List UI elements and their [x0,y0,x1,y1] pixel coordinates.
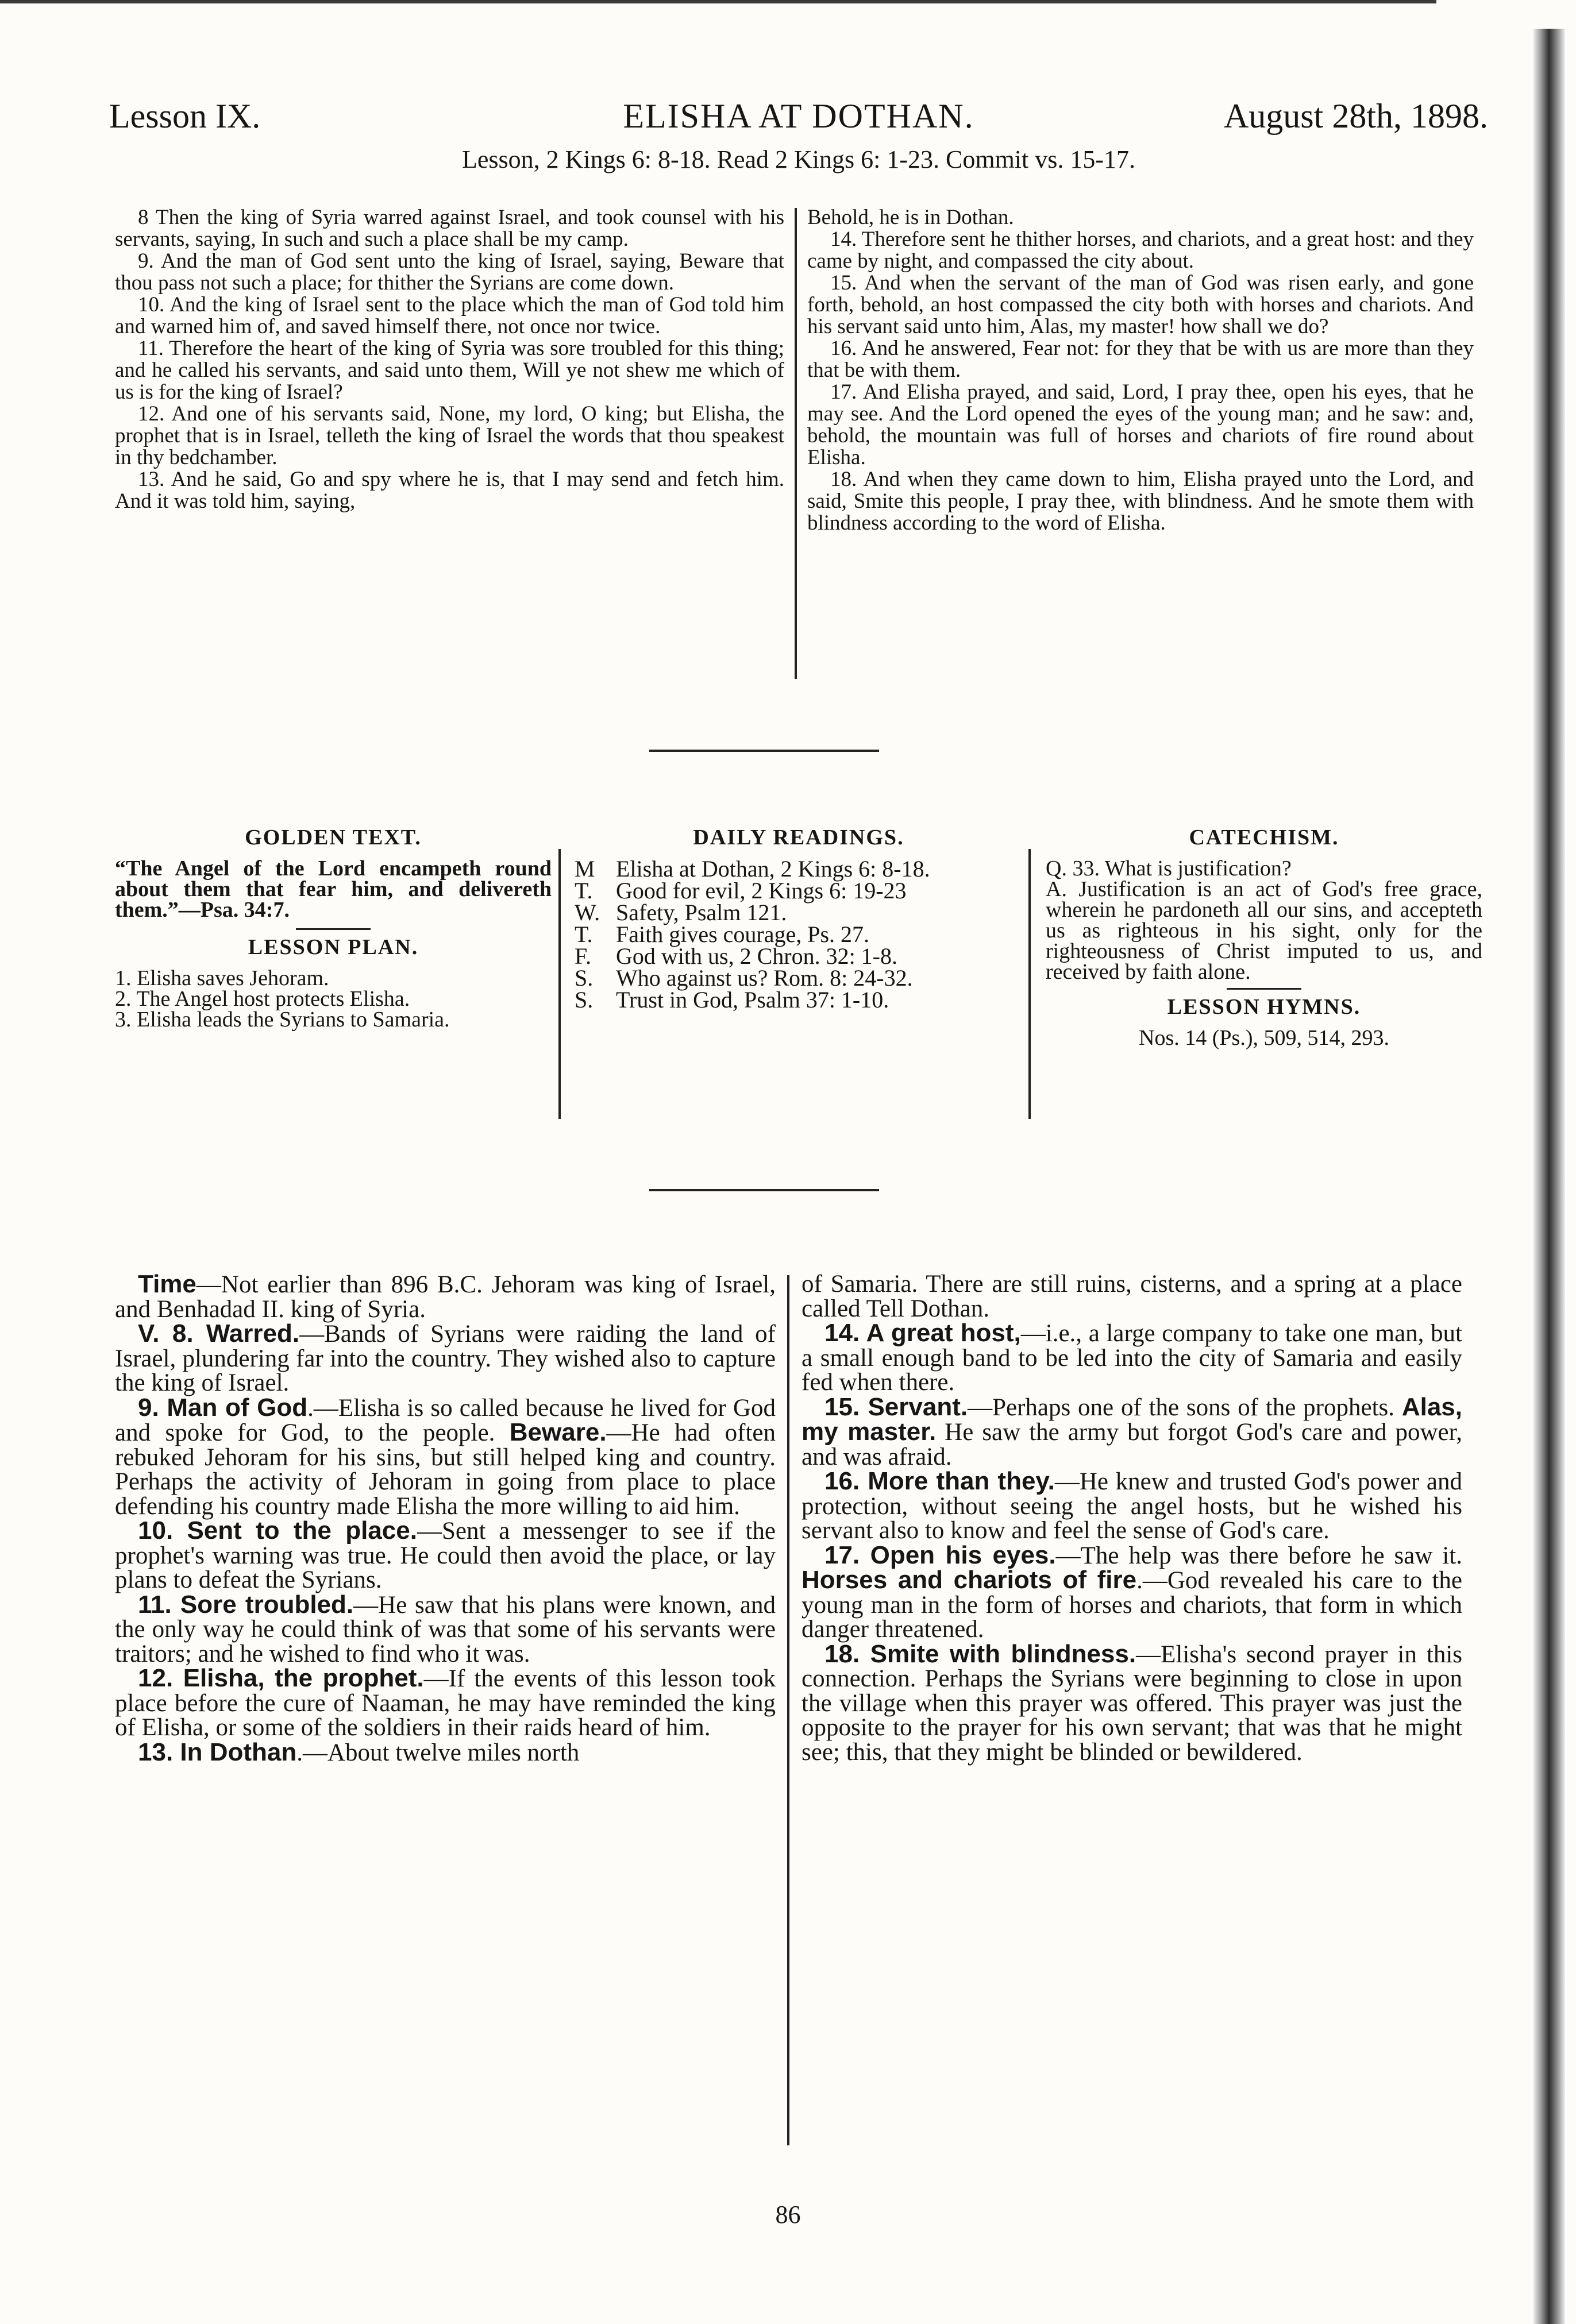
verse: 11. Therefore the heart of the king of Syria was sore troubled for this thing; and he called his servants, and said unto them, Will ye not shew me which of us is for the king of Israel? [115,337,784,404]
note-text: —Elisha's second prayer in this connection. Perhaps the Syrians were beginning to close in upon the village when this prayer was offered. This prayer was just the opposite to the prayer for his own servant; that was that he might see; this, that they might be blinded or bewildered. [802,1640,1463,1766]
reading-day: S. [575,987,594,1013]
reading-text: Faith gives courage, Ps. 27. [616,921,870,947]
verse: 15. And when the servant of the man of God was risen early, and gone forth, behold, an host compassed the city both with horses and chariots. And his servant said unto him, Alas, my master! how shall we do? [807,271,1474,338]
note-text: —He knew and trusted God's power and protection, without seeing the angel hosts, but he wished his servant also to know and feel the sense of God's care. [802,1468,1462,1544]
note-paragraph [802,1543,1462,1642]
page-number: 86 [775,2201,801,2229]
reading-text: Safety, Psalm 121. [616,900,787,925]
golden-text-block [115,827,552,1030]
note-text: —If the events of this lesson took place before the cure of Naaman, he may have reminded the king of Elisha, or some of the soldiers in their raids heard of him. [115,1665,776,1741]
table-row [575,967,930,989]
note-paragraph [115,1272,776,1322]
note-keyword: Beware. [509,1418,607,1446]
note-keyword: 9. Man of God [138,1393,308,1422]
verse: 14. Therefore sent he thither horses, and chariots, and a great host: and they came by night, and compassed the city about. [807,227,1474,273]
list-item: 1. Elisha saves Jehoram. [115,966,329,990]
note-keyword: 18. Smite with blindness. [824,1639,1136,1668]
note-keyword: 11. Sore troubled. [138,1590,354,1619]
reading-text: Good for evil, 2 Kings 6: 19-23 [616,878,907,904]
readings-divider-right [1028,849,1031,1119]
note-paragraph [115,1590,776,1667]
table-row [575,902,930,924]
verse: 18. And when they came down to him, Elisha prayed unto the Lord, and said, Smite this people, I pray thee, with blindness. And he smote them with blindness according to the word of Elisha. [807,468,1474,535]
note-keyword: 16. More than they. [824,1467,1055,1495]
daily-readings-table [575,858,930,1011]
note-text: He saw the army but forgot God's care and power, and was afraid. [802,1419,1462,1470]
verse: 17. And Elisha prayed, and said, Lord, I pray thee, open his eyes, that he may see. And the Lord opened the eyes of the young man; and he saw: and, behold, the mountain was full of horses and chariots of fire round about Elisha. [807,380,1474,469]
table-row [575,858,930,880]
reading-day: T. [575,878,593,904]
verse: 12. And one of his servants said, None, my lord, O king; but Elisha, the prophet that is in Israel, telleth the king of Israel the words that thou speakest in thy bedchamber. [115,402,784,469]
note-text: —i.e., a large company to take one man, but a small enough band to be led into the city of Samaria and easily fed when there. [802,1320,1463,1396]
reading-day: W. [575,900,600,925]
note-text: —Not earlier than 896 B.C. Jehoram was king of Israel, and Benhadad II. king of Syria. [115,1271,776,1323]
reading-day: F. [575,943,592,969]
note-keyword: 12. Elisha, the prophet. [138,1664,424,1692]
lesson-title: ELISHA AT DOTHAN. [623,97,974,135]
reading-day: T. [575,921,593,947]
golden-text-heading: GOLDEN TEXT. [245,825,422,850]
catechism-question: Q. 33. What is justification? [1046,856,1292,881]
plan-rule [296,928,371,930]
note-paragraph [115,1319,776,1396]
note-keyword: Time [138,1270,196,1298]
scripture-right-column [807,207,1474,534]
lesson-number: Lesson IX. [109,97,261,135]
notes-right-column [802,1272,1462,1765]
verse: 8 Then the king of Syria warred against Israel, and took counsel with his servants, saying, In such and such a place shall be my camp. [115,206,784,251]
hymns-rule [1227,988,1301,990]
note-paragraph [115,1666,776,1740]
list-item: 2. The Angel host protects Elisha. [115,987,410,1011]
section-divider [649,750,879,752]
catechism-heading: CATECHISM. [1189,825,1339,850]
table-row [575,924,930,945]
note-paragraph [802,1469,1462,1543]
note-keyword: 15. Servant. [824,1392,968,1421]
note-paragraph [802,1639,1463,1766]
lesson-date: August 28th, 1898. [1223,97,1488,135]
note-paragraph [115,1740,776,1766]
note-keyword: 14. A great host, [824,1319,1021,1347]
note-paragraph [802,1392,1462,1470]
note-paragraph [115,1516,776,1593]
lesson-references: Lesson, 2 Kings 6: 8-18. Read 2 Kings 6: 1-23. Commit vs. 15-17. [461,145,1136,173]
note-text: .—God revealed his care to the young man in the form of horses and chariots, that form in which danger threatened. [802,1567,1462,1643]
note-text: —Bands of Syrians were raiding the land of Israel, plundering far into the country. They wished also to capture the king of Israel. [115,1321,776,1396]
note-keyword: 13. In Dothan [138,1738,297,1766]
lesson-hymns-list: Nos. 14 (Ps.), 509, 514, 293. [1139,1026,1389,1050]
section-divider [649,1189,879,1191]
golden-text: “The Angel of the Lord encampeth round about them that fear him, and delivereth them.”—Psa. 34:7. [115,856,552,922]
daily-readings-heading: DAILY READINGS. [693,825,904,850]
verse: 16. And he answered, Fear not: for they that be with us are more than they that be with them. [807,337,1474,382]
verse: 10. And the king of Israel sent to the place which the man of God told him and warned him of, and saved himself there, not once nor twice. [115,293,784,338]
catechism-answer: A. Justification is an act of God's free grace, wherein he pardoneth all our sins, and accepteth us as righteous in his sight, only for the righteousness of Christ imputed to us, and received by faith alone. [1046,877,1482,984]
note-keyword: 10. Sent to the place. [138,1516,417,1545]
verse: 9. And the man of God sent unto the king of Israel, saying, Beware that thou pass not such a place; for thither the Syrians are come down. [115,249,784,295]
note-text: —The help was there before he saw it. [1055,1542,1462,1569]
note-text: —Sent a messenger to see if the prophet's warning was true. He could then avoid the place, or lay plans to defeat the Syrians. [115,1518,776,1593]
note-text: of Samaria. There are still ruins, cisterns, and a spring at a place called Tell Dothan. [802,1271,1462,1322]
note-text: .—About twelve miles north [296,1739,580,1766]
note-paragraph [802,1272,1462,1321]
note-text: —He had often rebuked Jehoram for his sins, but still helped king and country. Perhaps the activity of Jehoram in going from place to place defending his country made Elisha the more willing to aid him. [115,1419,776,1520]
notes-left-column [115,1272,776,1765]
notes-column-divider [787,1275,789,2145]
note-text: —He saw that his plans were known, and the only way he could think of was that some of his servants were traitors; and he wished to find who it was. [115,1591,776,1667]
catechism-block [1046,827,1482,1048]
note-text: .—Elisha is so called because he lived for God and spoke for God, to the people. [115,1394,776,1446]
note-paragraph [802,1321,1462,1395]
reading-text: Elisha at Dothan, 2 Kings 6: 8-18. [616,856,930,882]
lesson-plan-heading: LESSON PLAN. [248,935,419,959]
note-text: —Perhaps one of the sons of the prophets. [968,1393,1402,1421]
reading-text: God with us, 2 Chron. 32: 1-8. [616,943,897,969]
note-keyword: Horses and chariots of fire [802,1566,1137,1594]
list-item: 3. Elisha leads the Syrians to Samaria. [115,1007,450,1032]
note-keyword: Alas, my master. [802,1392,1462,1446]
note-keyword: 17. Open his eyes. [824,1541,1056,1569]
top-border-rule [0,0,1436,3]
note-paragraph [115,1393,776,1520]
daily-readings-block [575,827,1023,1011]
reading-day: S. [575,965,594,991]
scripture-column-divider [795,208,797,679]
verse: 13. And he said, Go and spy where he is, that I may send and fetch him. And it was told him, saying, [115,468,784,513]
table-row [575,945,930,967]
note-keyword: V. 8. Warred. [138,1319,300,1348]
reading-text: Who against us? Rom. 8: 24-32. [616,965,913,991]
verse: Behold, he is in Dothan. [807,206,1014,229]
table-row [575,989,930,1011]
book-spine-edge [1533,29,1565,2324]
readings-divider-left [558,849,561,1119]
reading-day: M [575,856,595,882]
reading-text: Trust in God, Psalm 37: 1-10. [616,987,889,1013]
page-header [109,96,1488,142]
scripture-left-column [115,207,784,512]
lesson-hymns-heading: LESSON HYMNS. [1167,995,1361,1019]
table-row [575,880,930,902]
lesson-plan-list [115,968,552,1030]
